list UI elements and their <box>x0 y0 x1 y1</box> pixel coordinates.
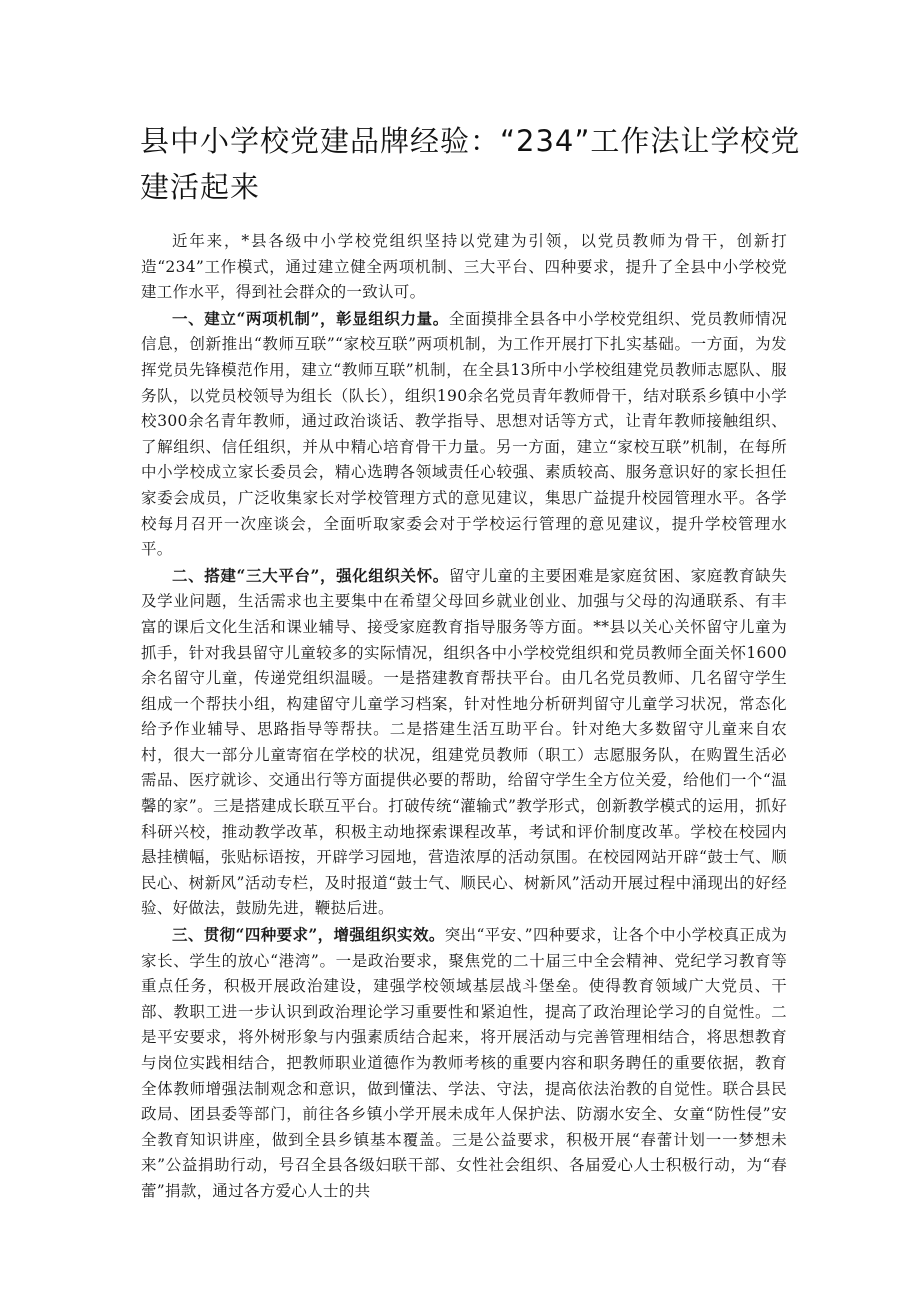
paragraph-text: 全面摸排全县各中小学校党组织、党员教师情况信息，创新推出“教师互联”“家校互联”两项机制，为工作开展打下扎实基础。一方面，为发挥党员先锋模范作用，建立“教师互联”机制，在全县13所中小学校组建党员教师志愿队、服务队，以党员校领导为组长（队长），组织190余名党员青年教师骨干，结对联系乡镇中小学校300余名青年教师，通过政治谈话、教学指导、思想对话等方式，让青年教师接触组织、了解组织、信任组织，并从中精心培育骨干力量。另一方面，建立“家校互联”机制，在每所中小学校成立家长委员会，精心选聘各领域责任心较强、素质较高、服务意识好的家长担任家委会成员，广泛收集家长对学校管理方式的意见建议，集思广益提升校园管理水平。各学校每月召开一次座谈会，全面听取家委会对于学校运行管理的意见建议，提升学校管理水平。 <box>141 309 787 559</box>
section-one-heading: 一、建立“两项机制”，彰显组织力量。 <box>172 308 449 328</box>
section-one-paragraph <box>141 306 787 563</box>
title-line-2: 建活起来 <box>140 170 261 204</box>
intro-paragraph <box>141 229 787 306</box>
section-three-paragraph <box>141 922 787 1205</box>
paragraph-text: 留守儿童的主要困难是家庭贫困、家庭教育缺失及学业问题，生活需求也主要集中在希望父母回乡就业创业、加强与父母的沟通联系、有丰富的课后文化生活和课业辅导、接受家庭教育指导服务等方面。**县以关心关怀留守儿童为抓手，针对我县留守儿童较多的实际情况，组织各中小学校党组织和党员教师全面关怀1600余名留守儿童，传递党组织温暖。一是搭建教育帮扶平台。由几名党员教师、几名留守学生组成一个帮扶小组，构建留守儿童学习档案，针对性地分析研判留守儿童学习状况，常态化给予作业辅导、思路指导等帮扶。二是搭建生活互助平台。针对绝大多数留守儿童来自农村，很大一部分儿童寄宿在学校的状况，组建党员教师（职工）志愿服务队，在购置生活必需品、医疗就诊、交通出行等方面提供必要的帮助，给留守学生全方位关爱，给他们一个“温馨的家”。三是搭建成长联互平台。打破传统“灌输式”教学形式，创新教学模式的运用，抓好科研兴校，推动教学改革，积极主动地探索课程改革，考试和评价制度改革。学校在校园内悬挂横幅，张贴标语按，开辟学习园地，营造浓厚的活动氛围。在校园网站开辟“鼓士气、顺民心、树新风”活动专栏，及时报道“鼓士气、顺民心、树新风”活动开展过程中涌现出的好经验、好做法，鼓励先进，鞭挞后进。 <box>141 566 787 918</box>
document-title <box>140 118 801 210</box>
section-two-heading: 二、搭建“三大平台”，强化组织关怀。 <box>172 565 449 585</box>
title-line-1: 县中小学校党建品牌经验：“234”工作法让学校党 <box>140 124 801 158</box>
paragraph-text: 突出“平安、”四种要求，让各个中小学校真正成为家长、学生的放心“港湾”。一是政治要求，聚焦党的二十届三中全会精神、党纪学习教育等重点任务，积极开展政治建设，建强学校领域基层战斗堡垒。使得教育领域广大党员、干部、教职工进一步认识到政治理论学习重要性和紧迫性，提高了政治理论学习的自觉性。二是平安要求，将外树形象与内强素质结合起来，将开展活动与完善管理相结合，将思想教育与岗位实践相结合，把教师职业道德作为教师考核的重要内容和职务聘任的重要依据，教育全体教师增强法制观念和意识，做到懂法、学法、守法，提高依法治教的自觉性。联合县民政局、团县委等部门，前往各乡镇小学开展未成年人保护法、防溺水安全、女童“防性侵”安全教育知识讲座，做到全县乡镇基本覆盖。三是公益要求，积极开展“春蕾计划一一梦想未来”公益捐助行动，号召全县各级妇联干部、女性社会组织、各届爱心人士积极行动，为“春蕾”捐款，通过各方爱心人士的共 <box>141 926 787 1200</box>
section-two-paragraph <box>141 563 787 922</box>
paragraph-text: 近年来，*县各级中小学校党组织坚持以党建为引领，以党员教师为骨干，创新打造“234”工作模式，通过建立健全两项机制、三大平台、四种要求，提升了全县中小学校党建工作水平，得到社会群众的一致认可。 <box>141 232 787 302</box>
section-three-heading: 三、贯彻“四种要求”，增强组织实效。 <box>172 925 445 945</box>
document-body <box>141 229 787 1205</box>
